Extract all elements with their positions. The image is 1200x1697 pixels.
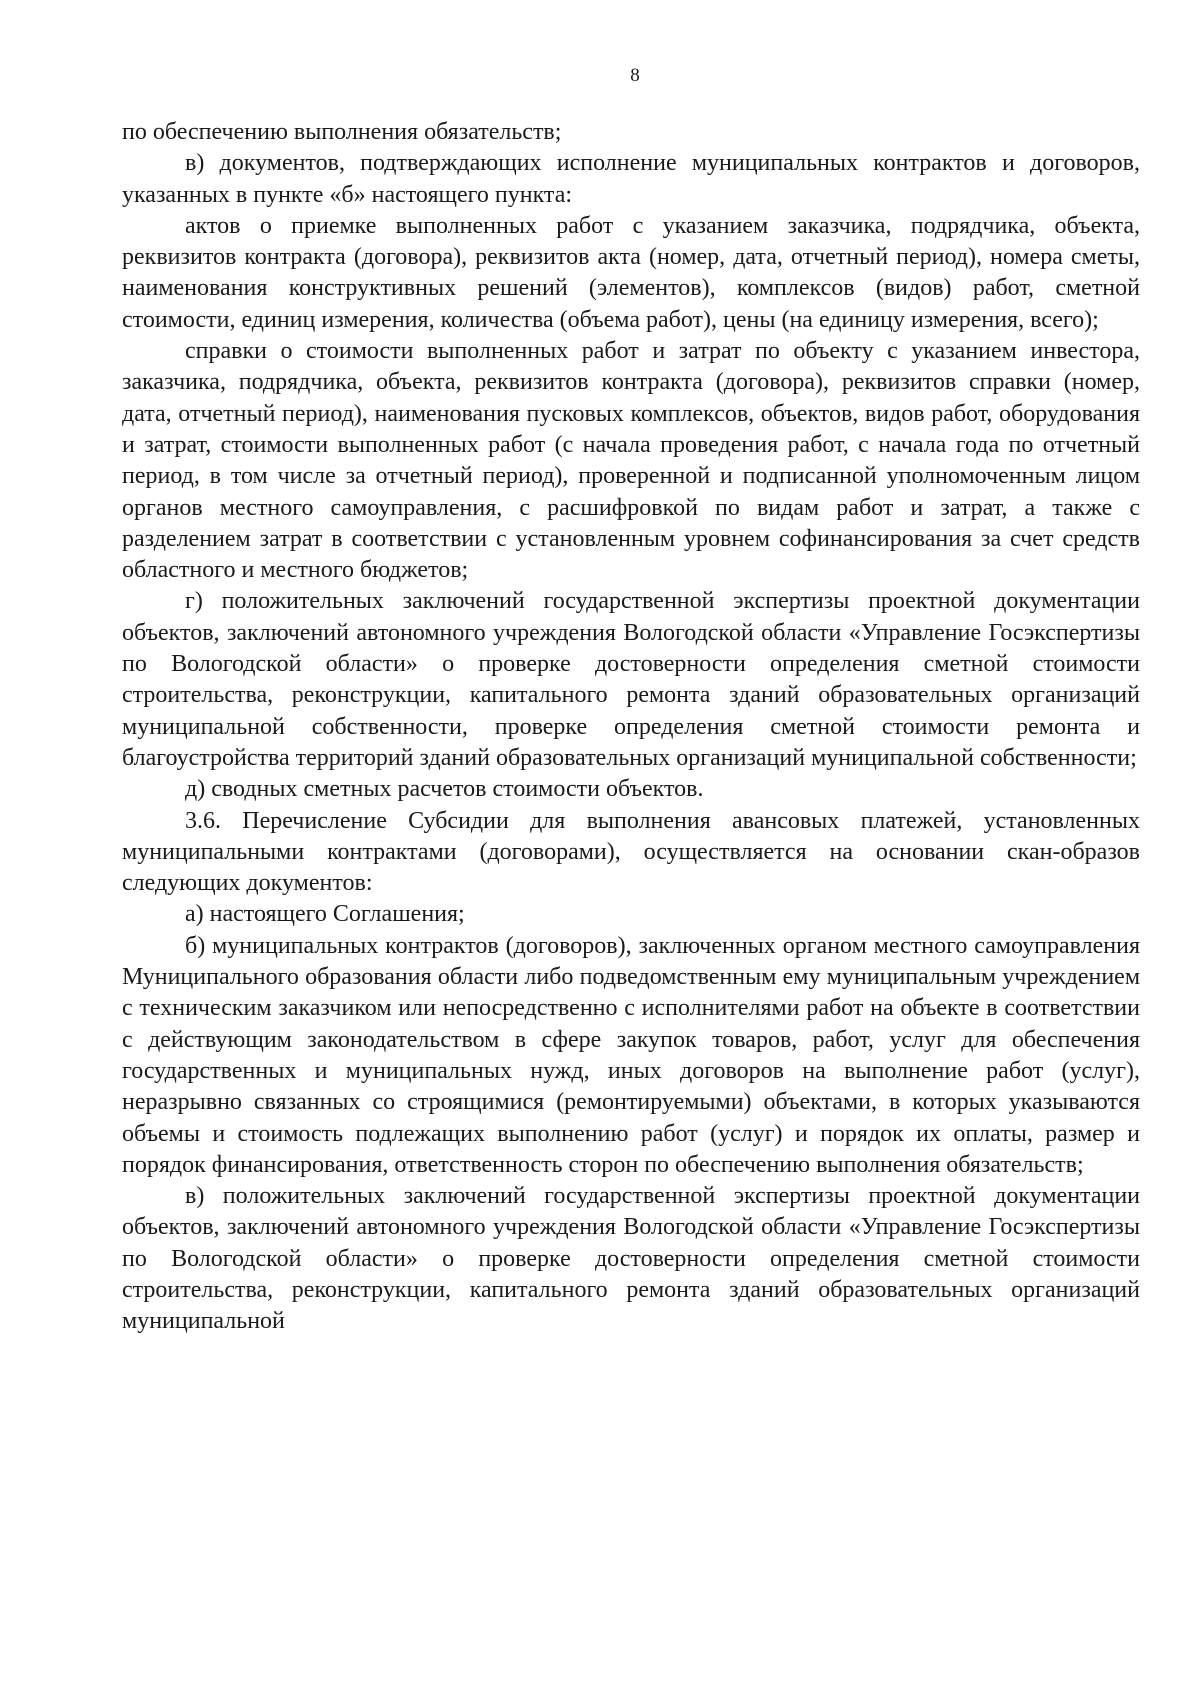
paragraph: 3.6. Перечисление Субсидии для выполнения авансовых платежей, установленных муниципальными контрактами (договорами), осуществляется на основании скан-образов следующих документов: <box>122 807 1140 897</box>
page-number: 8 <box>630 65 640 86</box>
paragraph: а) настоящего Соглашения; <box>185 901 465 928</box>
paragraph: в) положительных заключений государственной экспертизы проектной документации объектов, заключений автономного учреждения Вологодской области «Управление Госэкспертизы по Вологодской области» о проверке достоверности определения сметной стоимости строительства, реконструкции, капитального ремонта зданий образовательных организаций муниципальной <box>122 1183 1140 1335</box>
paragraph: в) документов, подтверждающих исполнение муниципальных контрактов и договоров, указанных в пункте «б» настоящего пункта: <box>122 150 1140 208</box>
paragraph: актов о приемке выполненных работ с указанием заказчика, подрядчика, объекта, реквизитов контракта (договора), реквизитов акта (номер, дата, отчетный период), номера сметы, наименования конструктивных решений (элементов), комплексов (видов) работ, сметной стоимости, единиц измерения, количества (объема работ), цены (на единицу измерения, всего); <box>122 212 1140 333</box>
paragraph: г) положительных заключений государственной экспертизы проектной документации объектов, заключений автономного учреждения Вологодской области «Управление Госэкспертизы по Вологодской области» о проверке достоверности определения сметной стоимости строительства, реконструкции, капитального ремонта зданий образовательных организаций муниципальной собственности, проверке определения сметной стоимости ремонта и благоустройства территорий зданий образовательных организаций муниципальной собственности; <box>122 588 1140 771</box>
paragraph: д) сводных сметных расчетов стоимости объектов. <box>185 776 704 803</box>
paragraph: по обеспечению выполнения обязательств; <box>122 119 562 145</box>
paragraph: справки о стоимости выполненных работ и затрат по объекту с указанием инвестора, заказчика, подрядчика, объекта, реквизитов контракта (договора), реквизитов справки (номер, дата, отчетный период), наименования пусковых комплексов, объектов, видов работ, оборудования и затрат, стоимости выполненных работ (с начала проведения работ, с начала года по отчетный период, в том числе за отчетный период), проверенной и подписанной уполномоченным лицом органов местного самоуправления, с расшифровкой по видам работ и затрат, а также с разделением затрат в соответствии с установленным уровнем софинансирования за счет средств областного и местного бюджетов; <box>122 338 1140 584</box>
paragraph: б) муниципальных контрактов (договоров), заключенных органом местного самоуправления Муниципального образования области либо подведомственным ему муниципальным учреждением с техническим заказчиком или непосредственно с исполнителями работ на объекте в соответствии с действующим законодательством в сфере закупок товаров, работ, услуг для обеспечения государственных и муниципальных нужд, иных договоров на выполнение работ (услуг), неразрывно связанных со строящимися (ремонтируемыми) объектами, в которых указываются объемы и стоимость подлежащих выполнению работ (услуг) и порядок их оплаты, размер и порядок финансирования, ответственность сторон по обеспечению выполнения обязательств; <box>122 932 1140 1178</box>
document-body <box>122 117 1140 1338</box>
